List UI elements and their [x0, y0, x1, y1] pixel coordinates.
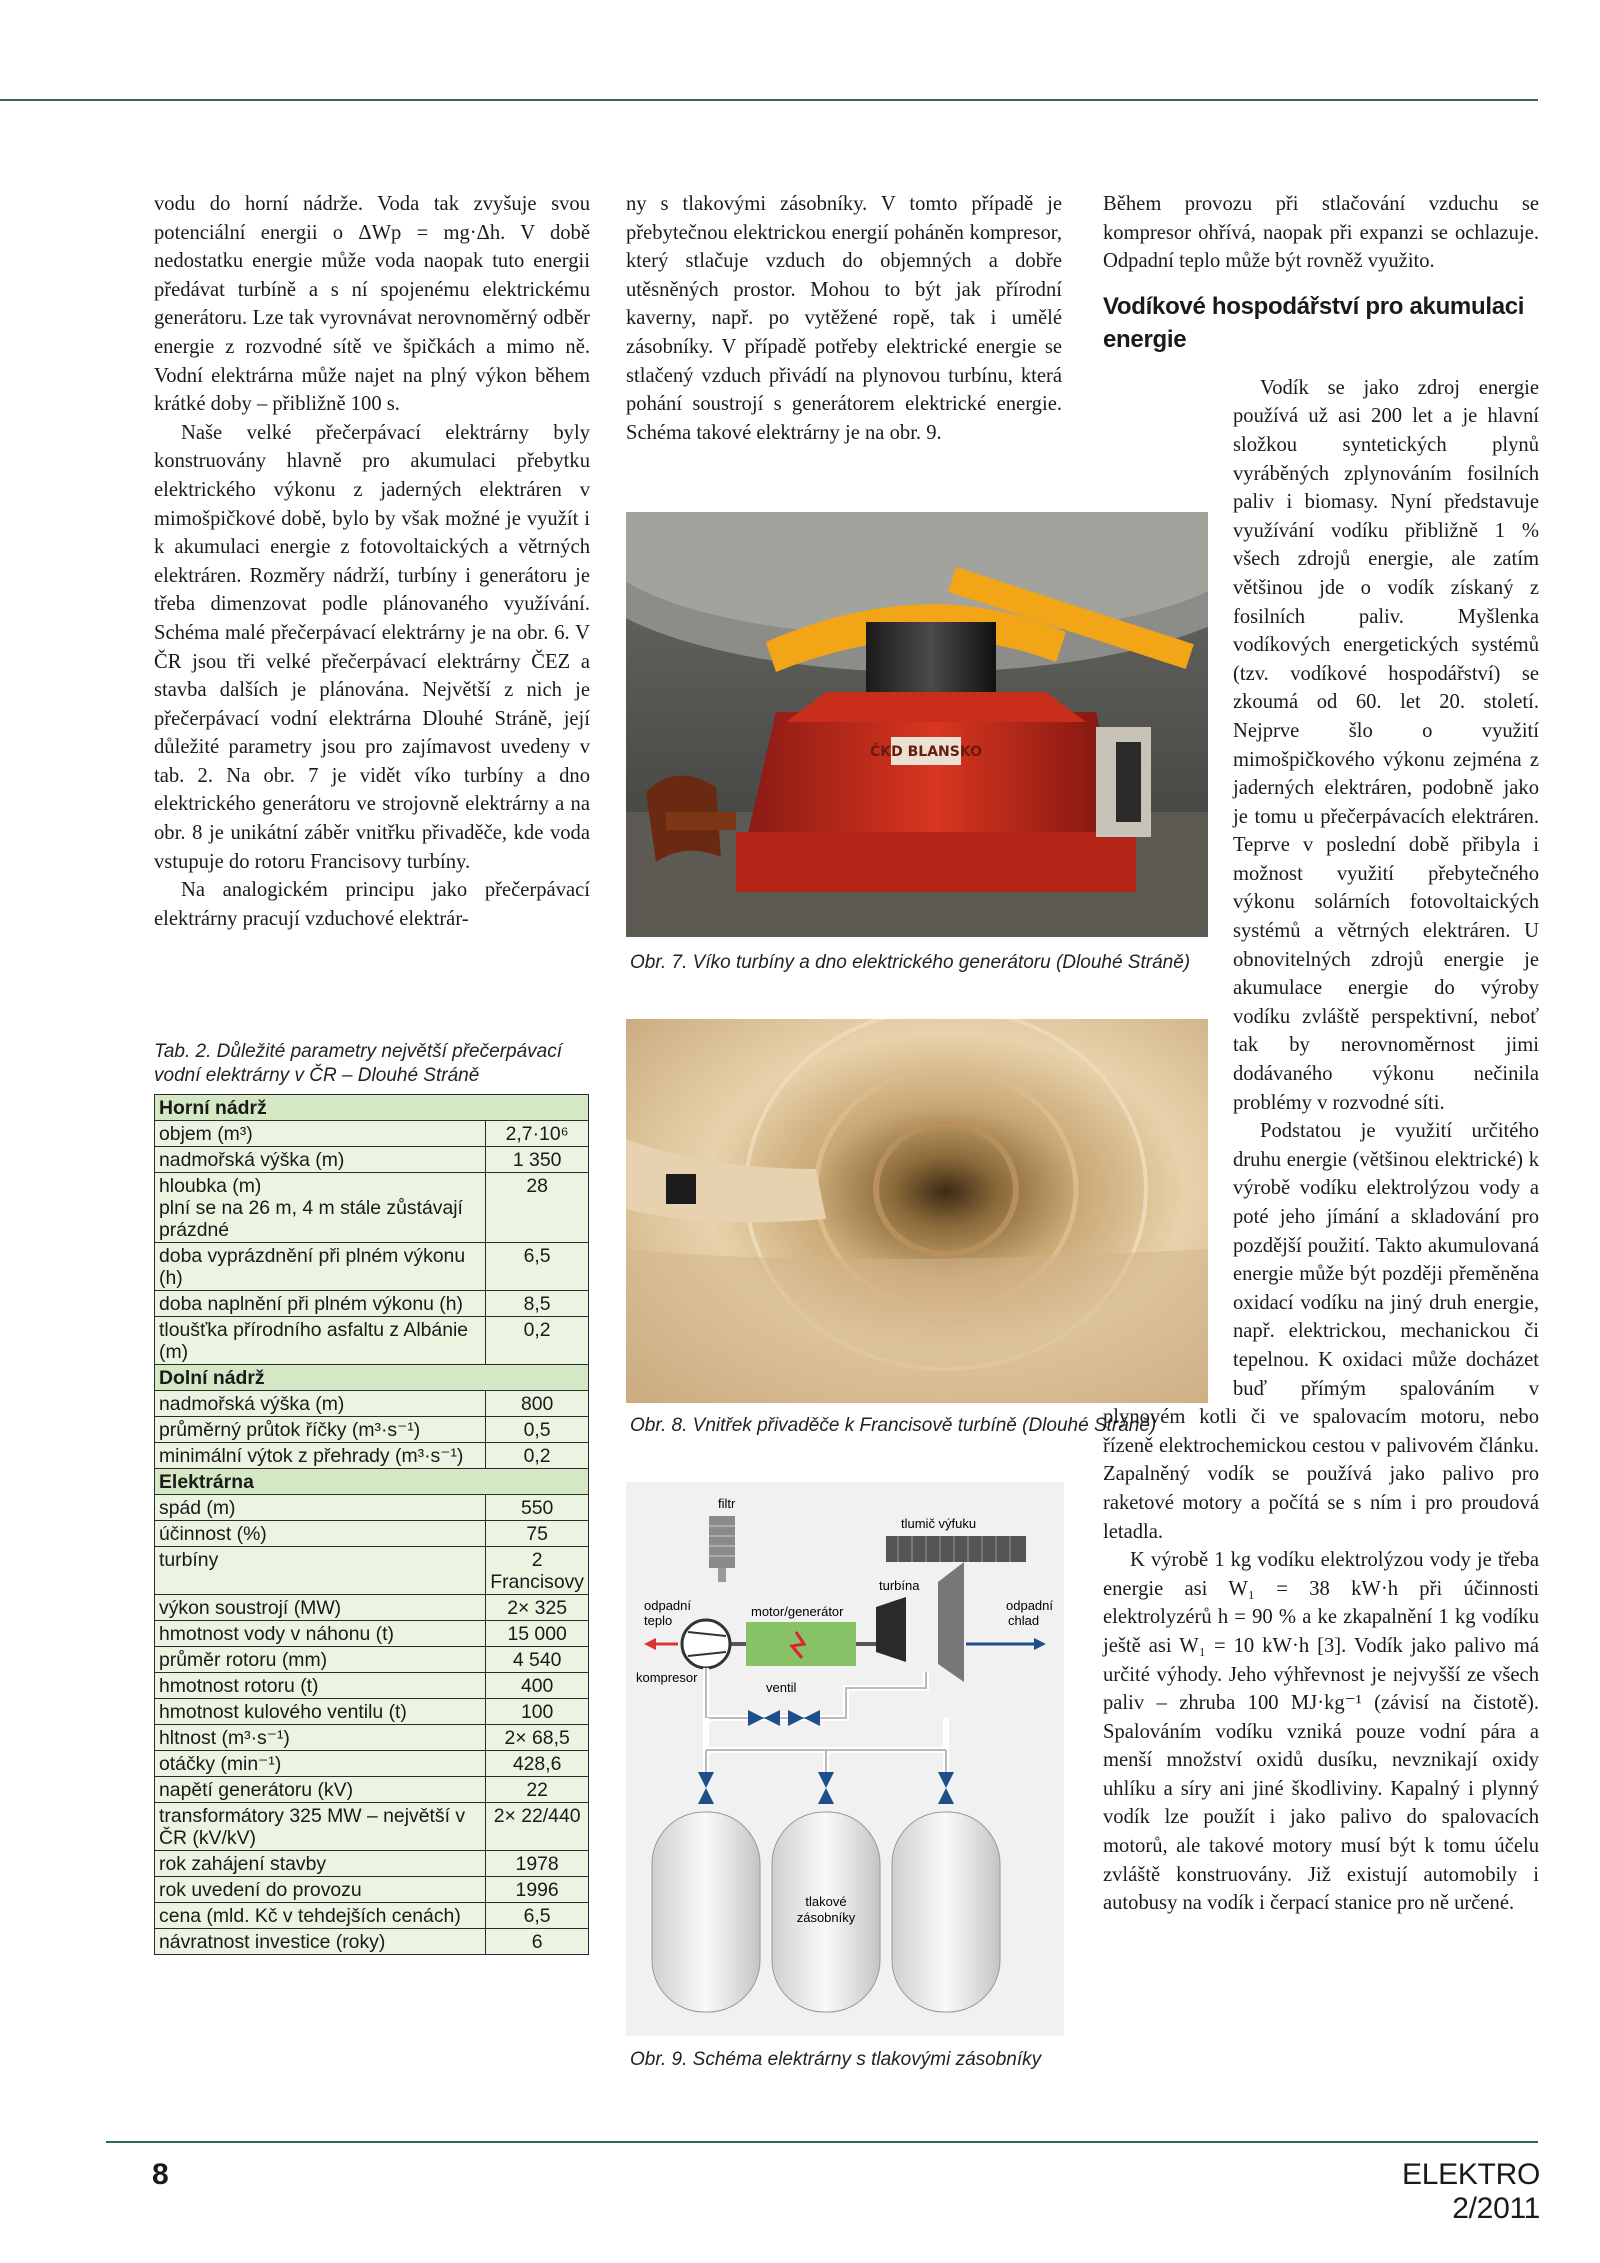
turbine-label: turbína — [879, 1578, 920, 1593]
column-2 — [626, 190, 1062, 447]
parameter-value: 2× 68,5 — [486, 1725, 589, 1751]
parameter-name: doba naplnění při plném výkonu (h) — [155, 1291, 486, 1317]
table-section-header — [155, 1469, 589, 1495]
motor-generator-label: motor/generátor — [751, 1604, 844, 1619]
table-row — [155, 1547, 589, 1595]
parameter-value: 6,5 — [486, 1903, 589, 1929]
table-row — [155, 1803, 589, 1851]
table-row — [155, 1243, 589, 1291]
parameters-table — [154, 1094, 589, 1955]
table-row — [155, 1929, 589, 1955]
table-row — [155, 1521, 589, 1547]
parameter-value: 28 — [486, 1173, 589, 1243]
parameter-value: 800 — [486, 1391, 589, 1417]
parameter-name: hmotnost kulového ventilu (t) — [155, 1699, 486, 1725]
parameter-name: průměrný průtok říčky (m³·s⁻¹) — [155, 1417, 486, 1443]
parameter-name: tloušťka přírodního asfaltu z Albánie (m) — [155, 1317, 486, 1365]
parameter-name: hltnost (m³·s⁻¹) — [155, 1725, 486, 1751]
valve-label: ventil — [766, 1680, 797, 1695]
muffler-icon — [886, 1536, 1026, 1562]
col2-paragraph-1: ny s tlakovými zásobníky. V tomto případě je přebytečnou elektrickou energií poháněn kompresor, který stlačuje vzduch do objemných a dobře utěsněných prostor. Mohou to být jak přírodní kaverny, např. po vytěžené ropě, tak i umělé zásobníky. V případě potřeby elektrické energie se stlačený vzduch přivádí na plynovou turbínu, která pohání soustrojí s generátorem elektrické energie. Schéma takové elektrárny je na obr. 9. — [626, 193, 1062, 444]
parameter-value: 2× 325 — [486, 1595, 589, 1621]
parameter-value: 550 — [486, 1495, 589, 1521]
table-row — [155, 1317, 589, 1365]
table-caption: Tab. 2. Důležité parametry největší přečerpávací vodní elektrárny v ČR – Dlouhé Stráně — [154, 1041, 562, 1086]
parameter-value: 0,2 — [486, 1443, 589, 1469]
compressor-label: kompresor — [636, 1670, 698, 1685]
col1-paragraph-2: Naše velké přečerpávací elektrárny byly konstruovány hlavně pro akumulaci přebytku elektrického výkonu z jaderných elektráren v mimošpičkové době, bylo by však možné je využít i k akumulaci energie z fotovoltaických a větrných elektráren. Rozměry nádrží, turbíny i generátoru je třeba dimenzovat podle plánovaného využívání. Schéma malé přečerpávací elektrárny je na obr. 6. V ČR jsou tři velké přečerpávací elektrárny ČEZ a stavba dalších je plánována. Největší z nich je přečerpávací vodní elektrárna Dlouhé Stráně, její důležité parametry jsou pro zajímavost uvedeny v tab. 2. Na obr. 7 je vidět víko turbíny a dno elektrického generátoru ve strojovně elektrárny a na obr. 8 je unikátní záběr vnitřku přivaděče, kde voda vstupuje do rotoru Francisovy turbíny. — [154, 421, 590, 873]
table-row — [155, 1147, 589, 1173]
parameter-name: nadmořská výška (m) — [155, 1391, 486, 1417]
table-row — [155, 1777, 589, 1803]
parameter-value: 8,5 — [486, 1291, 589, 1317]
turbine-icon-1 — [876, 1597, 906, 1662]
waste-heat-label-2: teplo — [644, 1613, 673, 1628]
bottom-rule — [106, 2141, 1538, 2143]
parameter-value: 6 — [486, 1929, 589, 1955]
parameter-value: 400 — [486, 1673, 589, 1699]
waste-heat-label-1: odpadní — [644, 1598, 691, 1613]
parameter-value: 6,5 — [486, 1243, 589, 1291]
parameter-name: hloubka (m) plní se na 26 m, 4 m stále zůstávají prázdné — [155, 1173, 486, 1243]
table-section-header — [155, 1365, 589, 1391]
tanks-label-1: tlakové — [805, 1894, 847, 1909]
parameter-name: transformátory 325 MW – největší v ČR (kV/kV) — [155, 1803, 486, 1851]
compressed-air-plant-diagram — [626, 1482, 1064, 2036]
column-3 — [1103, 190, 1539, 1918]
magazine-issue: ELEKTRO 2/2011 — [1402, 2158, 1540, 2225]
table-section-title: Horní nádrž — [155, 1095, 589, 1121]
parameter-name: nadmořská výška (m) — [155, 1147, 486, 1173]
parameter-value: 428,6 — [486, 1751, 589, 1777]
filter-label: filtr — [718, 1496, 736, 1511]
tank-1-icon — [652, 1812, 760, 2012]
filter-icon — [709, 1516, 735, 1568]
table-row — [155, 1495, 589, 1521]
turbine-icon-2 — [938, 1562, 964, 1682]
table-row — [155, 1647, 589, 1673]
top-rule — [0, 99, 1538, 101]
parameter-value: 0,5 — [486, 1417, 589, 1443]
table-section-title: Dolní nádrž — [155, 1365, 589, 1391]
table-row — [155, 1621, 589, 1647]
parameter-name: cena (mld. Kč v tehdejších cenách) — [155, 1903, 486, 1929]
table-section-header — [155, 1095, 589, 1121]
tanks-label-2: zásobníky — [796, 1910, 856, 1925]
parameter-value: 4 540 — [486, 1647, 589, 1673]
parameter-value: 1 350 — [486, 1147, 589, 1173]
table-row — [155, 1417, 589, 1443]
parameter-name: výkon soustrojí (MW) — [155, 1595, 486, 1621]
section-heading: Vodíkové hospodářství pro akumulaci energie — [1103, 292, 1525, 353]
table-row — [155, 1725, 589, 1751]
parameter-value: 2× 22/440 — [486, 1803, 589, 1851]
table-row — [155, 1391, 589, 1417]
parameter-name: průměr rotoru (mm) — [155, 1647, 486, 1673]
parameter-name: turbíny — [155, 1547, 486, 1595]
col3-paragraph-3: Podstatou je využití určitého druhu energie (většinou elektrické) k výrobě vodíku elektrolýzou vody a poté jeho jímání a skladování pro pozdější použití. Takto akumulovaná energie může být později přeměněna oxidací vodíku na jiný druh energie, např. elektrickou, mechanickou či tepelnou. K oxidaci může docházet buď přímým spalováním v plynovém kotli či ve spalovacím motoru, nebo řízeně elektrochemickou cestou v palivovém článku. Zapalněný vodík se používá jako palivo pro raketové motory a počítá se s ním i pro proudová letadla. — [1103, 1120, 1539, 1543]
col1-paragraph-1: vodu do horní nádrže. Voda tak zvyšuje svou potenciální energii o ΔWp = mg·Δh. V době nedostatku energie může voda naopak tuto energii předávat turbíně a s ní spojenému elektrickému generátoru. Lze tak vyrovnávat nerovnoměrný odběr energie z rozvodné sítě ve špičkách a mimo ně. Vodní elektrárna může najet na plný výkon během krátké doby – přibližně 100 s. — [154, 193, 590, 416]
figure-9-caption: Obr. 9. Schéma elektrárny s tlakovými zásobníky — [630, 2049, 1042, 2070]
parameter-name: minimální výtok z přehrady (m³·s⁻¹) — [155, 1443, 486, 1469]
parameter-value: 1978 — [486, 1851, 589, 1877]
column-1 — [154, 190, 590, 933]
parameter-name: účinnost (%) — [155, 1521, 486, 1547]
waste-cold-label-2: chlad — [1008, 1613, 1040, 1628]
table-row — [155, 1699, 589, 1725]
parameter-value: 22 — [486, 1777, 589, 1803]
parameter-name: hmotnost rotoru (t) — [155, 1673, 486, 1699]
compressor-icon — [682, 1620, 730, 1668]
table-row — [155, 1751, 589, 1777]
parameter-value: 1996 — [486, 1877, 589, 1903]
table-row — [155, 1121, 589, 1147]
parameter-name: spád (m) — [155, 1495, 486, 1521]
col3-paragraph-2: Vodík se jako zdroj energie používá už asi 200 let a je hlavní složkou syntetických plynů vyráběných zplynováním fosilních paliv i biomasy. Nyní představuje využívání vodíku přibližně 1 % všech zdrojů energie, ale zatím většinou jde o vodík získaný z fosilních paliv. Myšlenka vodíkových energetických systémů (tzv. vodíkové hospodářství) se zkoumá od 60. let 20. století. Nejprve šlo o využití mimošpičkového výkonu zejména z jaderných elektráren, podobně jako je tomu u přečerpávacích elektráren. Teprve v poslední době přibyla i možnost využití přebytečného výkonu solárních fotovoltaických systémů a větrných elektráren. U obnovitelných zdrojů energie je akumulace energie do výroby vodíku zvláště perspektivní, neboť tak by nerovnoměrnost jimi dodávaného výkonu nečinila problémy v rozvodné síti. — [1233, 376, 1539, 1114]
float-spacer — [1103, 374, 1233, 1394]
table-section-title: Elektrárna — [155, 1469, 589, 1495]
waste-cold-label-1: odpadní — [1006, 1598, 1053, 1613]
tank-3-icon — [892, 1812, 1000, 2012]
parameter-name: napětí generátoru (kV) — [155, 1777, 486, 1803]
table-row — [155, 1291, 589, 1317]
parameter-name: rok zahájení stavby — [155, 1851, 486, 1877]
table-row — [155, 1877, 589, 1903]
table-row — [155, 1595, 589, 1621]
parameter-name: hmotnost vody v náhonu (t) — [155, 1621, 486, 1647]
muffler-label: tlumič výfuku — [901, 1516, 977, 1531]
table-row — [155, 1443, 589, 1469]
parameter-name: doba vyprázdnění při plném výkonu (h) — [155, 1243, 486, 1291]
col3-paragraph-1: Během provozu při stlačování vzduchu se kompresor ohřívá, naopak při expanzi se ochlazuje. Odpadní teplo může být rovněž využito. — [1103, 193, 1539, 273]
parameter-name: návratnost investice (roky) — [155, 1929, 486, 1955]
col1-paragraph-3: Na analogickém principu jako přečerpávací elektrárny pracují vzduchové elektrár- — [154, 879, 590, 930]
parameter-value: 2,7·10⁶ — [486, 1121, 589, 1147]
parameter-value: 100 — [486, 1699, 589, 1725]
parameter-value: 0,2 — [486, 1317, 589, 1365]
ckd-logo-text: ČKD BLANSKO — [870, 744, 982, 760]
table-row — [155, 1851, 589, 1877]
parameter-name: otáčky (min⁻¹) — [155, 1751, 486, 1777]
plant-schema-svg — [626, 1482, 1064, 2036]
table-row — [155, 1173, 589, 1243]
figure-7-caption: Obr. 7. Víko turbíny a dno elektrického generátoru (Dlouhé Stráně) — [630, 952, 1191, 973]
table-row — [155, 1673, 589, 1699]
col3-paragraph-4: K výrobě 1 kg vodíku elektrolýzou vody je třeba energie asi W₁ = 38 kW·h při účinnosti elektrolyzérů h = 90 % a ke zkapalnění 1 kg vodíku ještě asi W₁ = 10 kW·h [3]. Vodík jako palivo má určité výhody. Jeho výhřevnost je nejvyšší ze všech paliv – zhruba 100 MJ·kg⁻¹ (závisí na čistotě). Spalováním vodíku vzniká pouze vodní pára a menší množství oxidů dusíku, nevznikají oxidy uhlíku a síry ani jiné škodliviny. Kapalný i plynný vodík lze použít i jako palivo do spalovacích motorů, ale takové motory musí být k tomu účelu zvláště konstruovány. Již existují automobily i autobusy na vodík i čerpací stanice pro ně určené. — [1103, 1549, 1539, 1915]
parameter-value: 2 Francisovy — [486, 1547, 589, 1595]
parameter-value: 15 000 — [486, 1621, 589, 1647]
figure-8-caption: Obr. 8. Vnitřek přivaděče k Francisově turbíně (Dlouhé Stráně) — [630, 1415, 1157, 1436]
parameter-name: objem (m³) — [155, 1121, 486, 1147]
parameter-name: rok uvedení do provozu — [155, 1877, 486, 1903]
parameter-value: 75 — [486, 1521, 589, 1547]
table-row — [155, 1903, 589, 1929]
page-number: 8 — [152, 2158, 169, 2191]
